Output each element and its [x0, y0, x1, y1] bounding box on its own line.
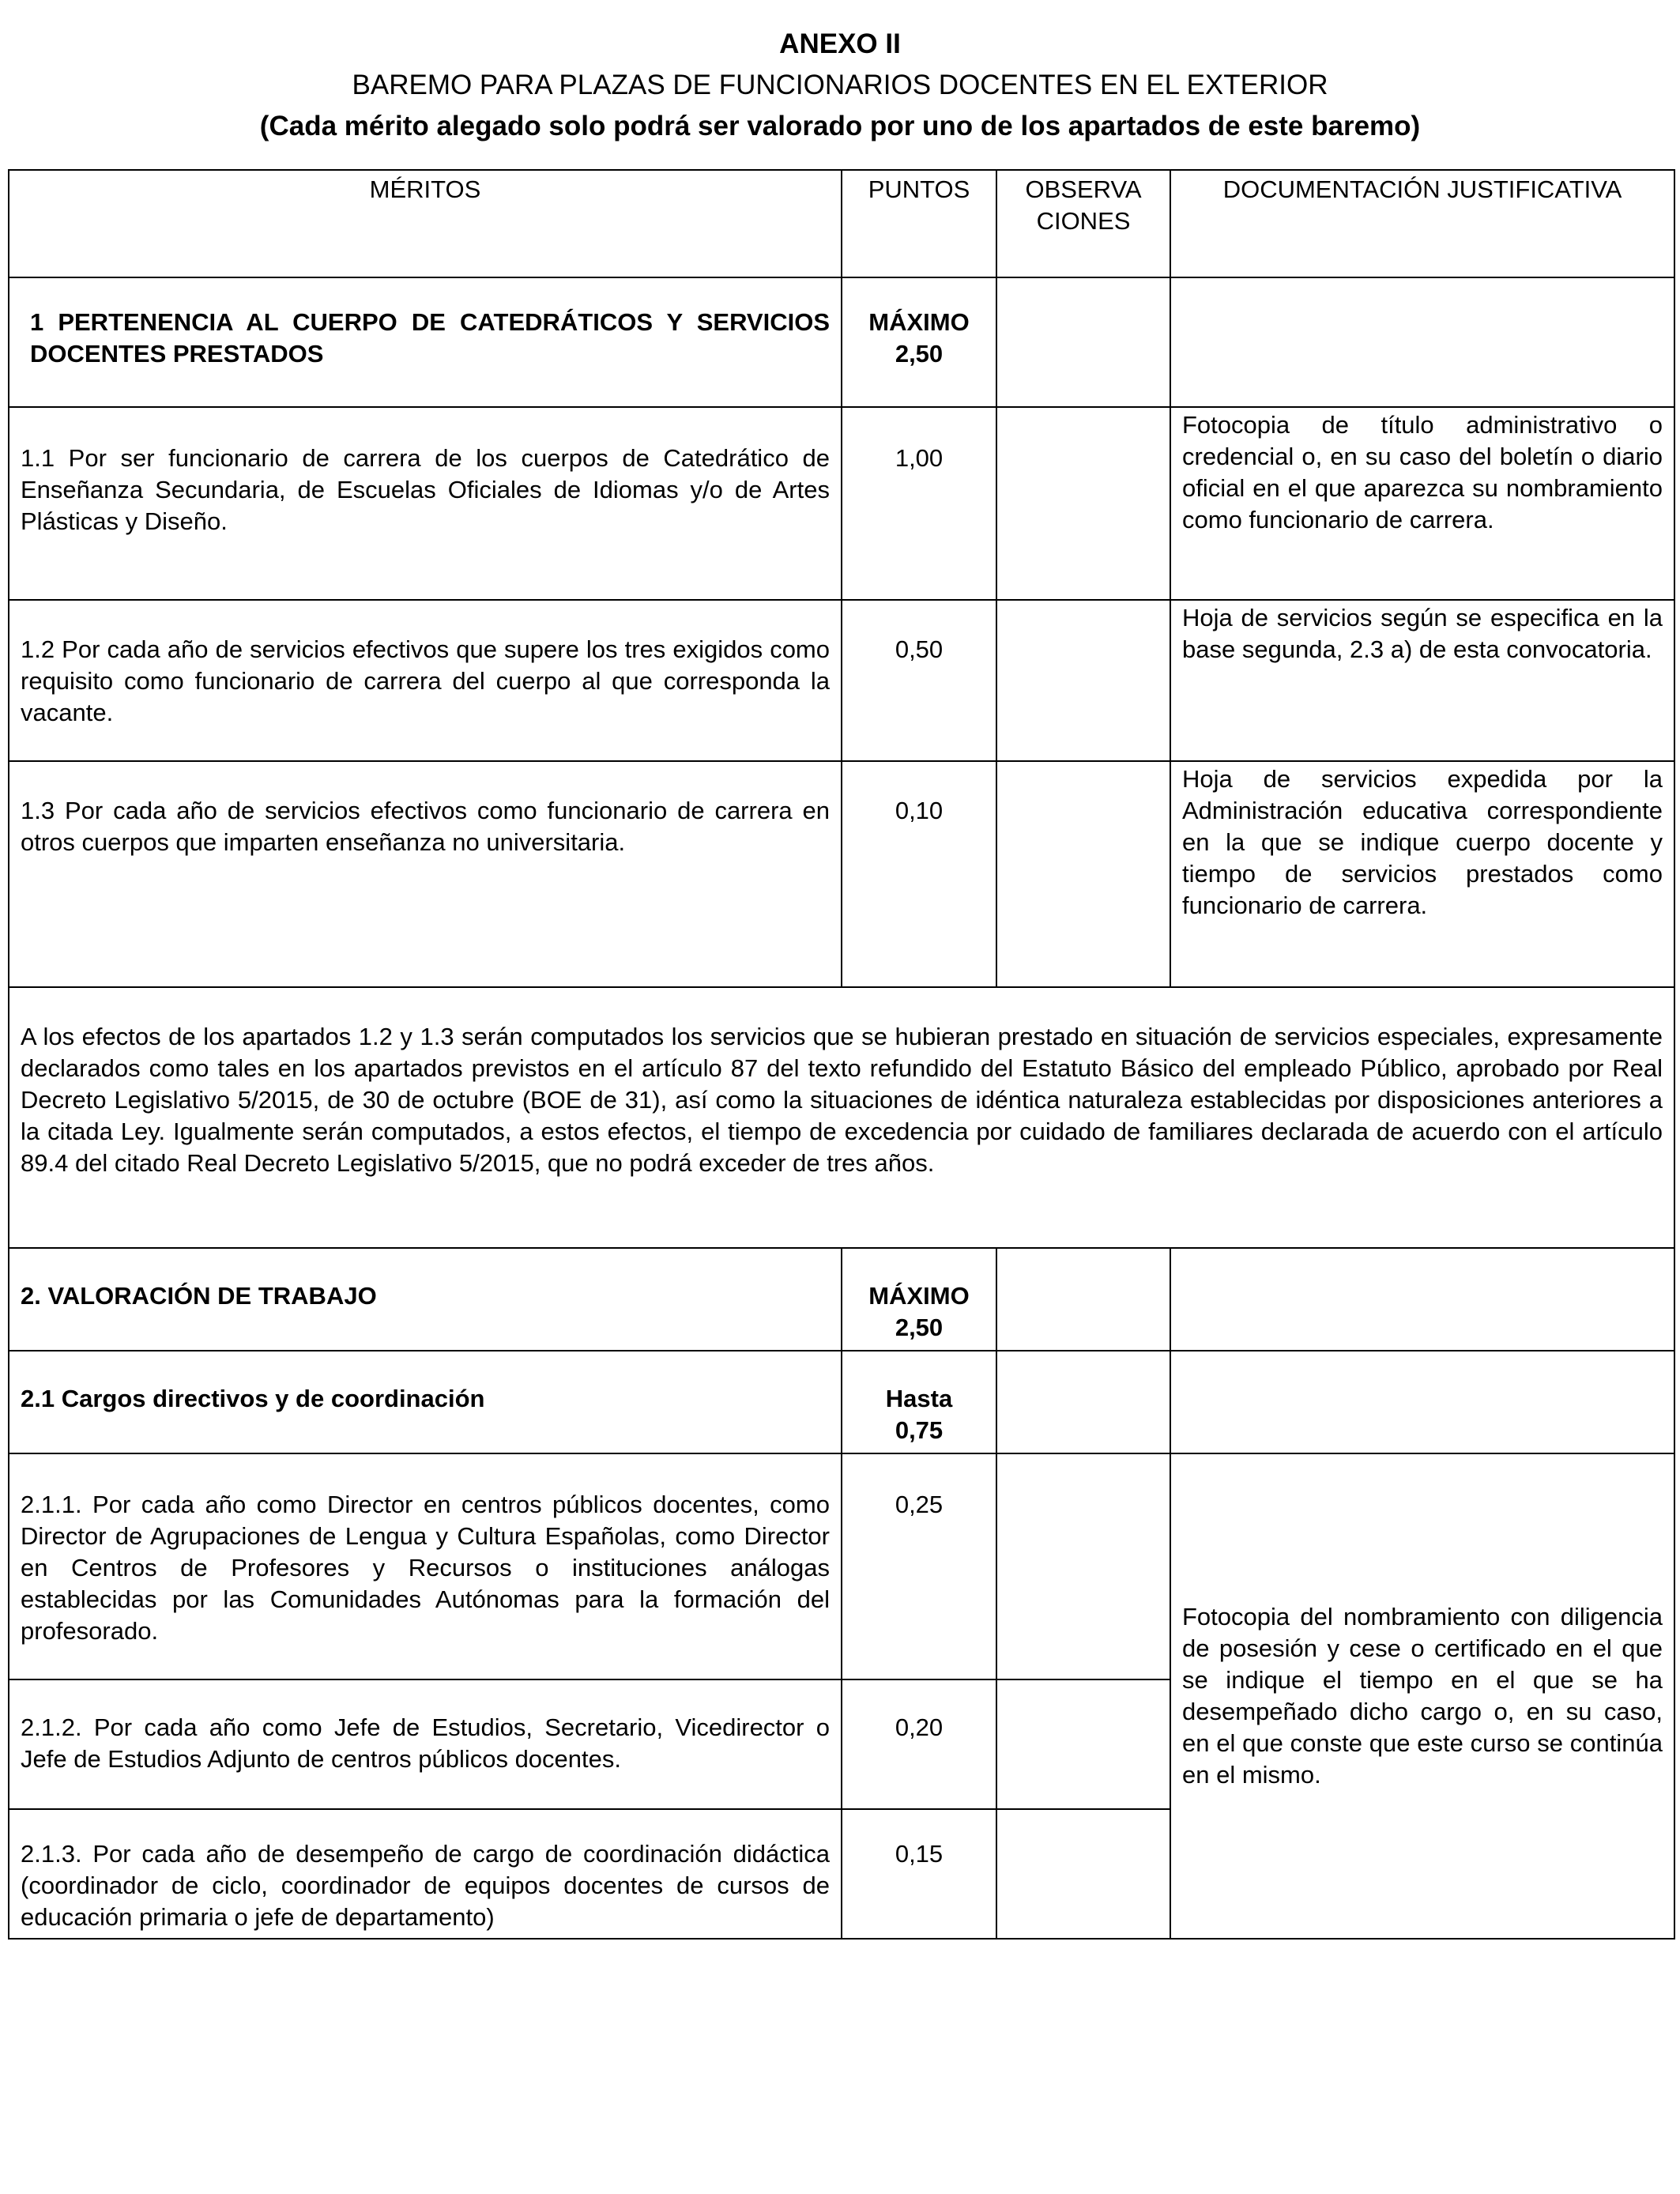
- merit-points: 0,50: [842, 600, 996, 761]
- observaciones-cell: [996, 277, 1170, 407]
- merit-text: 1.1 Por ser funcionario de carrera de los cuerpos de Catedrático de Enseñanza Secundaria, de Escuelas Oficiales de Idiomas y/o de Artes Plásticas y Diseño.: [9, 407, 842, 600]
- section-2-points-line2: 2,50: [895, 1314, 944, 1341]
- column-header-observaciones: [996, 170, 1170, 277]
- section-row: [9, 1248, 1674, 1351]
- merit-points: 0,25: [842, 1453, 996, 1679]
- subsection-2-1-points-line1: Hasta: [885, 1385, 953, 1412]
- table-row: [9, 407, 1674, 600]
- annex-title: ANEXO II: [779, 28, 901, 59]
- section-1-points-line1: MÁXIMO: [868, 308, 970, 336]
- merit-points: 0,15: [842, 1809, 996, 1939]
- observaciones-cell: [996, 407, 1170, 600]
- observaciones-cell: [996, 761, 1170, 987]
- documentacion-cell: [1170, 1248, 1674, 1351]
- section-2-points: [842, 1248, 996, 1351]
- merit-points: 0,10: [842, 761, 996, 987]
- merit-points: 0,20: [842, 1679, 996, 1809]
- merit-text: 1.3 Por cada año de servicios efectivos como funcionario de carrera en otros cuerpos que imparten enseñanza no universitaria.: [9, 761, 842, 987]
- column-header-observaciones-line1: OBSERVA: [1025, 175, 1142, 203]
- observaciones-cell: [996, 1248, 1170, 1351]
- merit-points: 1,00: [842, 407, 996, 600]
- column-header-meritos: MÉRITOS: [9, 170, 842, 277]
- annex-note: (Cada mérito alegado solo podrá ser valorado por uno de los apartados de este baremo): [259, 111, 1421, 141]
- document-header: [0, 24, 1680, 147]
- section-2-points-line1: MÁXIMO: [868, 1282, 970, 1310]
- footnote-row: [9, 987, 1674, 1248]
- observaciones-cell: [996, 1679, 1170, 1809]
- section-1-footnote: A los efectos de los apartados 1.2 y 1.3 serán computados los servicios que se hubieran prestado en situación de servicios especiales, expresamente declarados como tales en los apartados previstos en el artículo 87 del texto refundido del Estatuto Básico del empleado Público, aprobado por Real Decreto Legislativo 5/2015, de 30 de octubre (BOE de 31), así como la situaciones de idéntica naturaleza establecidas por disposiciones anteriores a la citada Ley. Igualmente serán computados, a estos efectos, el tiempo de excedencia por cuidado de familiares declarada de acuerdo con el artículo 89.4 del citado Real Decreto Legislativo 5/2015, que no podrá exceder de tres años.: [9, 987, 1674, 1248]
- merit-documentation: Hoja de servicios expedida por la Administración educativa correspondiente en la que se indique cuerpo docente y tiempo de servicios prestados como funcionario de carrera.: [1170, 761, 1674, 987]
- observaciones-cell: [996, 600, 1170, 761]
- observaciones-cell: [996, 1351, 1170, 1453]
- subsection-2-1-points-line2: 0,75: [895, 1416, 944, 1444]
- table-row: [9, 761, 1674, 987]
- column-header-documentacion: DOCUMENTACIÓN JUSTIFICATIVA: [1170, 170, 1674, 277]
- merit-text: 2.1.3. Por cada año de desempeño de cargo de coordinación didáctica (coordinador de ciclo, coordinador de equipos docentes de cursos de educación primaria o jefe de departamento): [9, 1809, 842, 1939]
- merit-text: 2.1.2. Por cada año como Jefe de Estudios, Secretario, Vicedirector o Jefe de Estudios Adjunto de centros públicos docentes.: [9, 1679, 842, 1809]
- merit-text: 1.2 Por cada año de servicios efectivos que supere los tres exigidos como requisito como funcionario de carrera del cuerpo al que corresponda la vacante.: [9, 600, 842, 761]
- merit-documentation: Hoja de servicios según se especifica en la base segunda, 2.3 a) de esta convocatoria.: [1170, 600, 1674, 761]
- baremo-table: [8, 169, 1675, 1940]
- table-header-row: [9, 170, 1674, 277]
- merit-text: 2.1.1. Por cada año como Director en centros públicos docentes, como Director de Agrupaciones de Lengua y Cultura Españolas, como Director en Centros de Profesores y Recursos o instituciones análogas establecidas por las Comunidades Autónomas para la formación del profesorado.: [9, 1453, 842, 1679]
- section-1-points-line2: 2,50: [895, 340, 944, 368]
- column-header-puntos: PUNTOS: [842, 170, 996, 277]
- subsection-2-1-title: 2.1 Cargos directivos y de coordinación: [9, 1351, 842, 1453]
- documentacion-cell: [1170, 277, 1674, 407]
- table-row: [9, 600, 1674, 761]
- column-header-observaciones-line2: CIONES: [1036, 207, 1131, 235]
- section-1-points: [842, 277, 996, 407]
- section-row: [9, 277, 1674, 407]
- observaciones-cell: [996, 1453, 1170, 1679]
- subsection-2-1-points: [842, 1351, 996, 1453]
- subsection-2-1-documentation: Fotocopia del nombramiento con diligencia de posesión y cese o certificado en el que se indique el tiempo en el que se ha desempeñado dicho cargo o, en su caso, en el que conste que este curso se continúa en el mismo.: [1170, 1453, 1674, 1939]
- table-row: [9, 1453, 1674, 1679]
- section-1-title: 1 PERTENENCIA AL CUERPO DE CATEDRÁTICOS Y SERVICIOS DOCENTES PRESTADOS: [9, 277, 842, 407]
- section-2-title: 2. VALORACIÓN DE TRABAJO: [9, 1248, 842, 1351]
- documentacion-cell: [1170, 1351, 1674, 1453]
- annex-subtitle: BAREMO PARA PLAZAS DE FUNCIONARIOS DOCENTES EN EL EXTERIOR: [352, 70, 1328, 100]
- observaciones-cell: [996, 1809, 1170, 1939]
- subsection-row: [9, 1351, 1674, 1453]
- merit-documentation: Fotocopia de título administrativo o credencial o, en su caso del boletín o diario oficial en el que aparezca su nombramiento como funcionario de carrera.: [1170, 407, 1674, 600]
